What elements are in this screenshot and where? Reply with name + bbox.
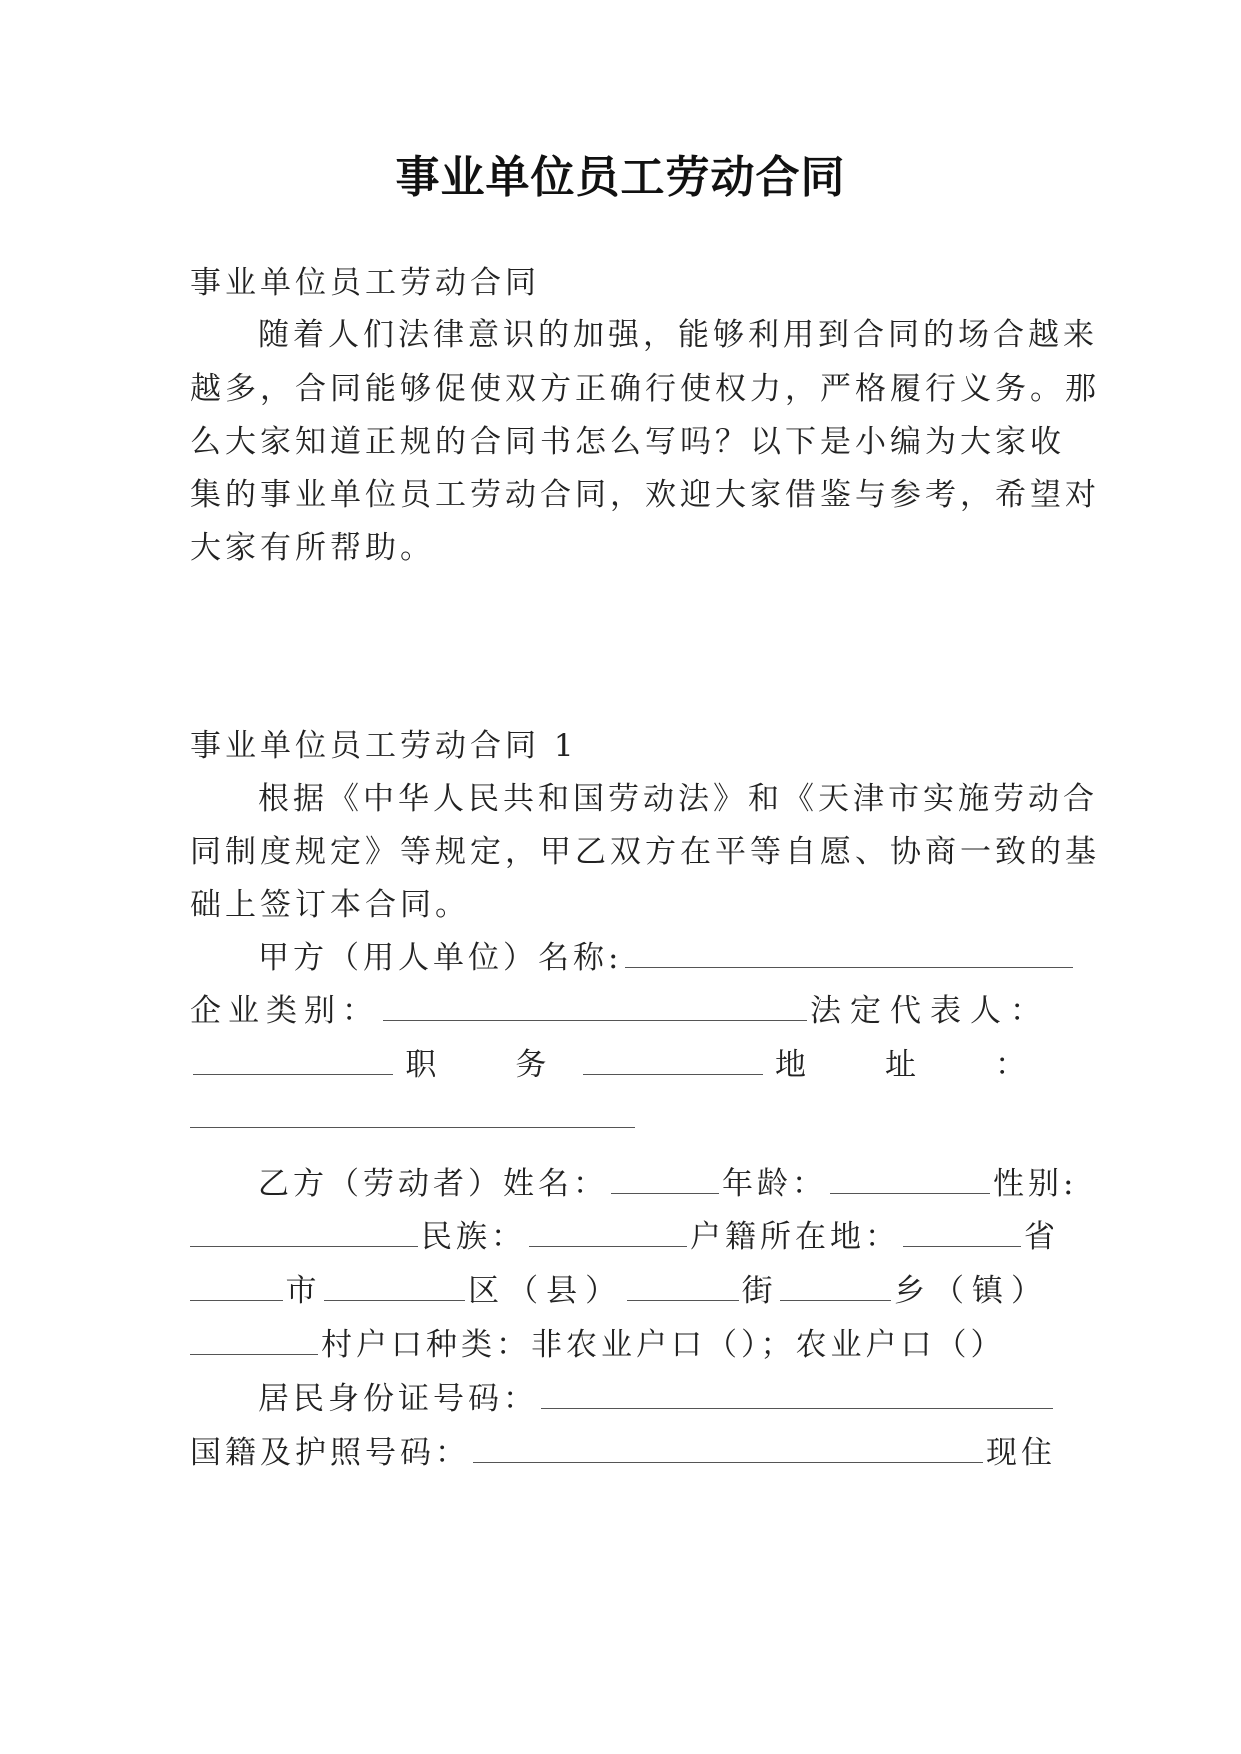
ethnic-field[interactable] — [529, 1208, 687, 1247]
party-b-name-label: 乙方（劳动者）姓名： — [258, 1166, 608, 1202]
party-a-address-row — [190, 1089, 1050, 1147]
section-heading: 事业单位员工劳动合同 — [190, 265, 540, 301]
town-field[interactable] — [780, 1262, 891, 1301]
intro-line: 越多，合同能够促使双方正确行使权力，严格履行义务。那 — [190, 371, 1100, 407]
legal-rep-label: 法定代表人： — [810, 993, 1050, 1029]
city-label: 市 — [285, 1273, 321, 1309]
legal-rep-field[interactable] — [193, 1036, 393, 1075]
street-field[interactable] — [627, 1262, 738, 1301]
province-label: 省 — [1024, 1219, 1059, 1255]
age-label: 年龄： — [722, 1166, 827, 1202]
passport-label: 国籍及护照号码： — [190, 1435, 470, 1471]
intro-line: 么大家知道正规的合同书怎么写吗？以下是小编为大家收 — [190, 424, 1065, 460]
province-field[interactable] — [903, 1208, 1021, 1247]
section-heading: 事业单位员工劳动合同 1 — [190, 728, 578, 764]
address-label: 地 址 ： — [774, 1047, 1050, 1083]
intro-line: 集的事业单位员工劳动合同，欢迎大家借鉴与参考，希望对 — [190, 477, 1100, 513]
district-label: 区（县） — [468, 1273, 625, 1309]
party-a-name-label: 甲方（用人单位）名称: — [258, 940, 623, 976]
party-b-region-row — [190, 1262, 1050, 1320]
party-b-id-row — [258, 1370, 1050, 1428]
party-b-name-field[interactable] — [611, 1155, 719, 1194]
party-a-name-field[interactable] — [625, 929, 1073, 968]
party-b-origin-row — [190, 1208, 1059, 1266]
party-a-name-row — [258, 929, 1050, 987]
basis-line: 同制度规定》等规定，甲乙双方在平等自愿、协商一致的基 — [190, 834, 1100, 870]
party-a-type-row — [190, 982, 1050, 1040]
district-field[interactable] — [324, 1262, 466, 1301]
village-field[interactable] — [190, 1316, 318, 1355]
age-field[interactable] — [830, 1155, 990, 1194]
current-address-label: 现住 — [986, 1435, 1056, 1471]
document-title: 事业单位员工劳动合同 — [395, 152, 846, 203]
intro-line: 大家有所帮助。 — [190, 530, 435, 566]
company-type-label: 企业类别： — [190, 993, 380, 1029]
party-a-duty-row — [190, 1036, 1050, 1094]
town-label: 乡（镇） — [894, 1273, 1050, 1309]
intro-line: 随着人们法律意识的加强，能够利用到合同的场合越来 — [258, 317, 1098, 353]
duty-field[interactable] — [583, 1036, 763, 1075]
basis-line: 根据《中华人民共和国劳动法》和《天津市实施劳动合 — [258, 781, 1098, 817]
street-label: 街 — [741, 1273, 777, 1309]
id-label: 居民身份证号码： — [258, 1381, 538, 1417]
address-field[interactable] — [190, 1089, 635, 1128]
company-type-field[interactable] — [383, 982, 807, 1021]
passport-field[interactable] — [473, 1424, 983, 1463]
party-b-name-row — [258, 1155, 1078, 1213]
hukou-label: 户籍所在地： — [690, 1219, 900, 1255]
duty-label: 职 务 — [405, 1047, 571, 1083]
id-field[interactable] — [541, 1370, 1053, 1409]
party-b-passport-row — [190, 1424, 1056, 1482]
basis-line: 础上签订本合同。 — [190, 887, 470, 923]
hukou-type-text: 村户口种类：非农业户口（）；农业户口（） — [321, 1327, 1006, 1363]
gender-field[interactable] — [190, 1208, 418, 1247]
ethnic-label: 民族： — [421, 1219, 526, 1255]
gender-label: 性别: — [993, 1166, 1078, 1202]
party-b-hukou-type-row — [190, 1316, 1050, 1374]
city-field[interactable] — [190, 1262, 283, 1301]
